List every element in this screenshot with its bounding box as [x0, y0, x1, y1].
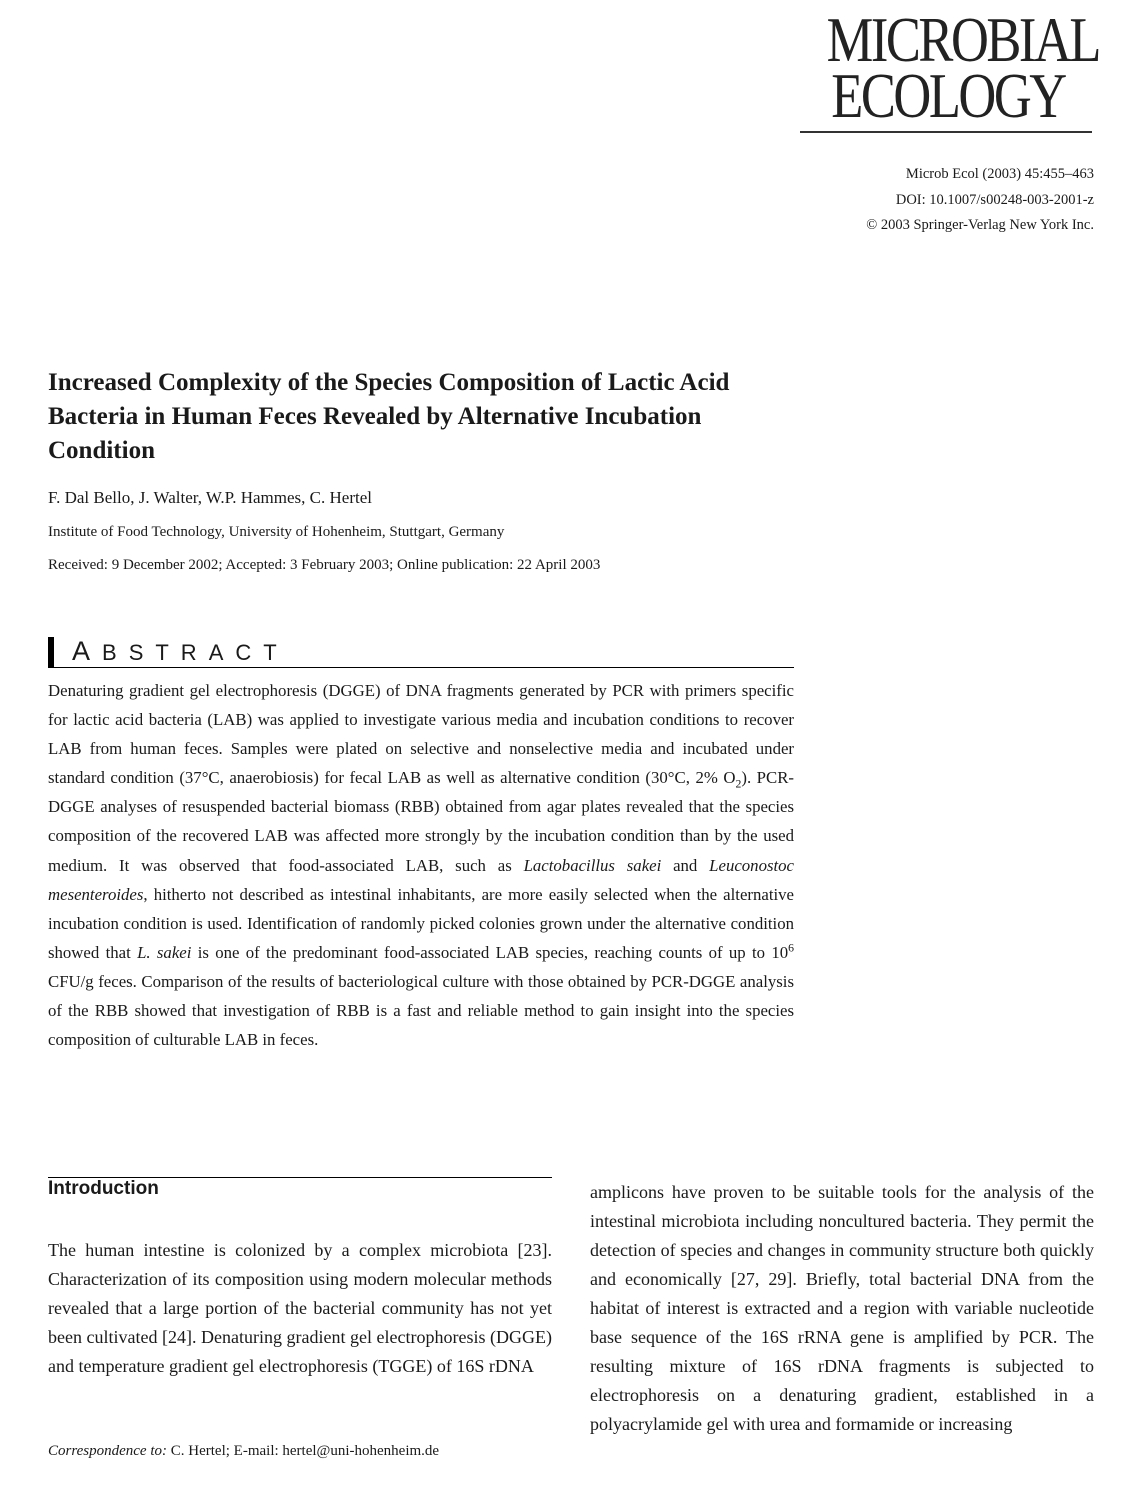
citation: Microb Ecol (2003) 45:455–463: [905, 166, 1094, 182]
copyright: © 2003 Springer-Verlag New York Inc.: [866, 217, 1094, 233]
doi: DOI: 10.1007/s00248-003-2001-z: [895, 191, 1094, 208]
publication-dates: Received: 9 December 2002; Accepted: 3 February 2003; Online publication: 22 April 2003: [48, 557, 601, 573]
introduction-left-column: The human intestine is colonized by a complex microbiota [23]. Characterization of its composition using modern molecular methods revealed that a large portion of the bacterial community has not yet been cultivated [24]. Denaturing gradient gel electrophoresis (DGGE) and temperature gradient gel electrophoresis (TGGE) of 16S rDNA: [48, 1240, 552, 1376]
author-list: F. Dal Bello, J. Walter, W.P. Hammes, C. Hertel: [48, 488, 372, 507]
logo-line-1: MICROBIAL: [826, 4, 1099, 75]
introduction-right-column: amplicons have proven to be suitable tools for the analysis of the intestinal microbiota including noncultured bacteria. They permit the detection of species and changes in community structure both quickly and economically [27, 29]. Briefly, total bacterial DNA from the habitat of interest is extracted and a region with variable nucleotide base sequence of the 16S rRNA gene is amplified by PCR. The resulting mixture of 16S rDNA fragments is subjected to electrophoresis on a denaturing gradient, established in a polyacrylamide gel with urea and formamide or increasing: [590, 1182, 1094, 1434]
journal-logo: [800, 4, 1099, 133]
abstract-heading: [48, 636, 794, 668]
introduction-heading: Introduction: [48, 1178, 159, 1199]
abstract-heading-bar: [48, 637, 54, 667]
journal-metadata: [866, 162, 1094, 239]
affiliation: Institute of Food Technology, University of Hohenheim, Stuttgart, Germany: [48, 524, 505, 540]
correspondence-footnote: Correspondence to: C. Hertel; E-mail: hertel@uni-hohenheim.de: [48, 1443, 440, 1459]
abstract-text: Denaturing gradient gel electrophoresis (DGGE) of DNA fragments generated by PCR with primers specific for lactic acid bacteria (LAB) was applied to investigate various media and incubation conditions to recover LAB from human feces. Samples were plated on selective and nonselective media and incubated under standard condition (37°C, anaerobiosis) for fecal LAB as well as alternative condition (30°C, 2% $O_2$). PCR-DGGE analyses of resuspended bacterial biomass (RBB) obtained from agar plates revealed that the species composition of the recovered LAB was affected more strongly by the incubation condition than by the used medium. It was observed that food-associated LAB, such as Lactobacillus sakei and Leuconostoc mesenteroides, hitherto not described as intestinal inhabitants, are more easily selected when the alternative incubation condition is used. Identification of randomly picked colonies grown under the alternative condition showed that L. sakei is one of the predominant food-associated LAB species, reaching counts of up to $10^6$ CFU/g feces. Comparison of the results of bacteriological culture with those obtained by PCR-DGGE analysis of the RBB showed that investigation of RBB is a fast and reliable method to gain insight into the species composition of culturable LAB in feces.: [48, 681, 795, 1050]
abstract-heading-text: ABSTRACT: [72, 636, 289, 666]
article-title: Increased Complexity of the Species Composition of Lactic Acid Bacteria in Human Feces Revealed by Alternative Incubation Condition: [48, 369, 730, 464]
logo-line-2: ECOLOGY: [831, 60, 1065, 132]
